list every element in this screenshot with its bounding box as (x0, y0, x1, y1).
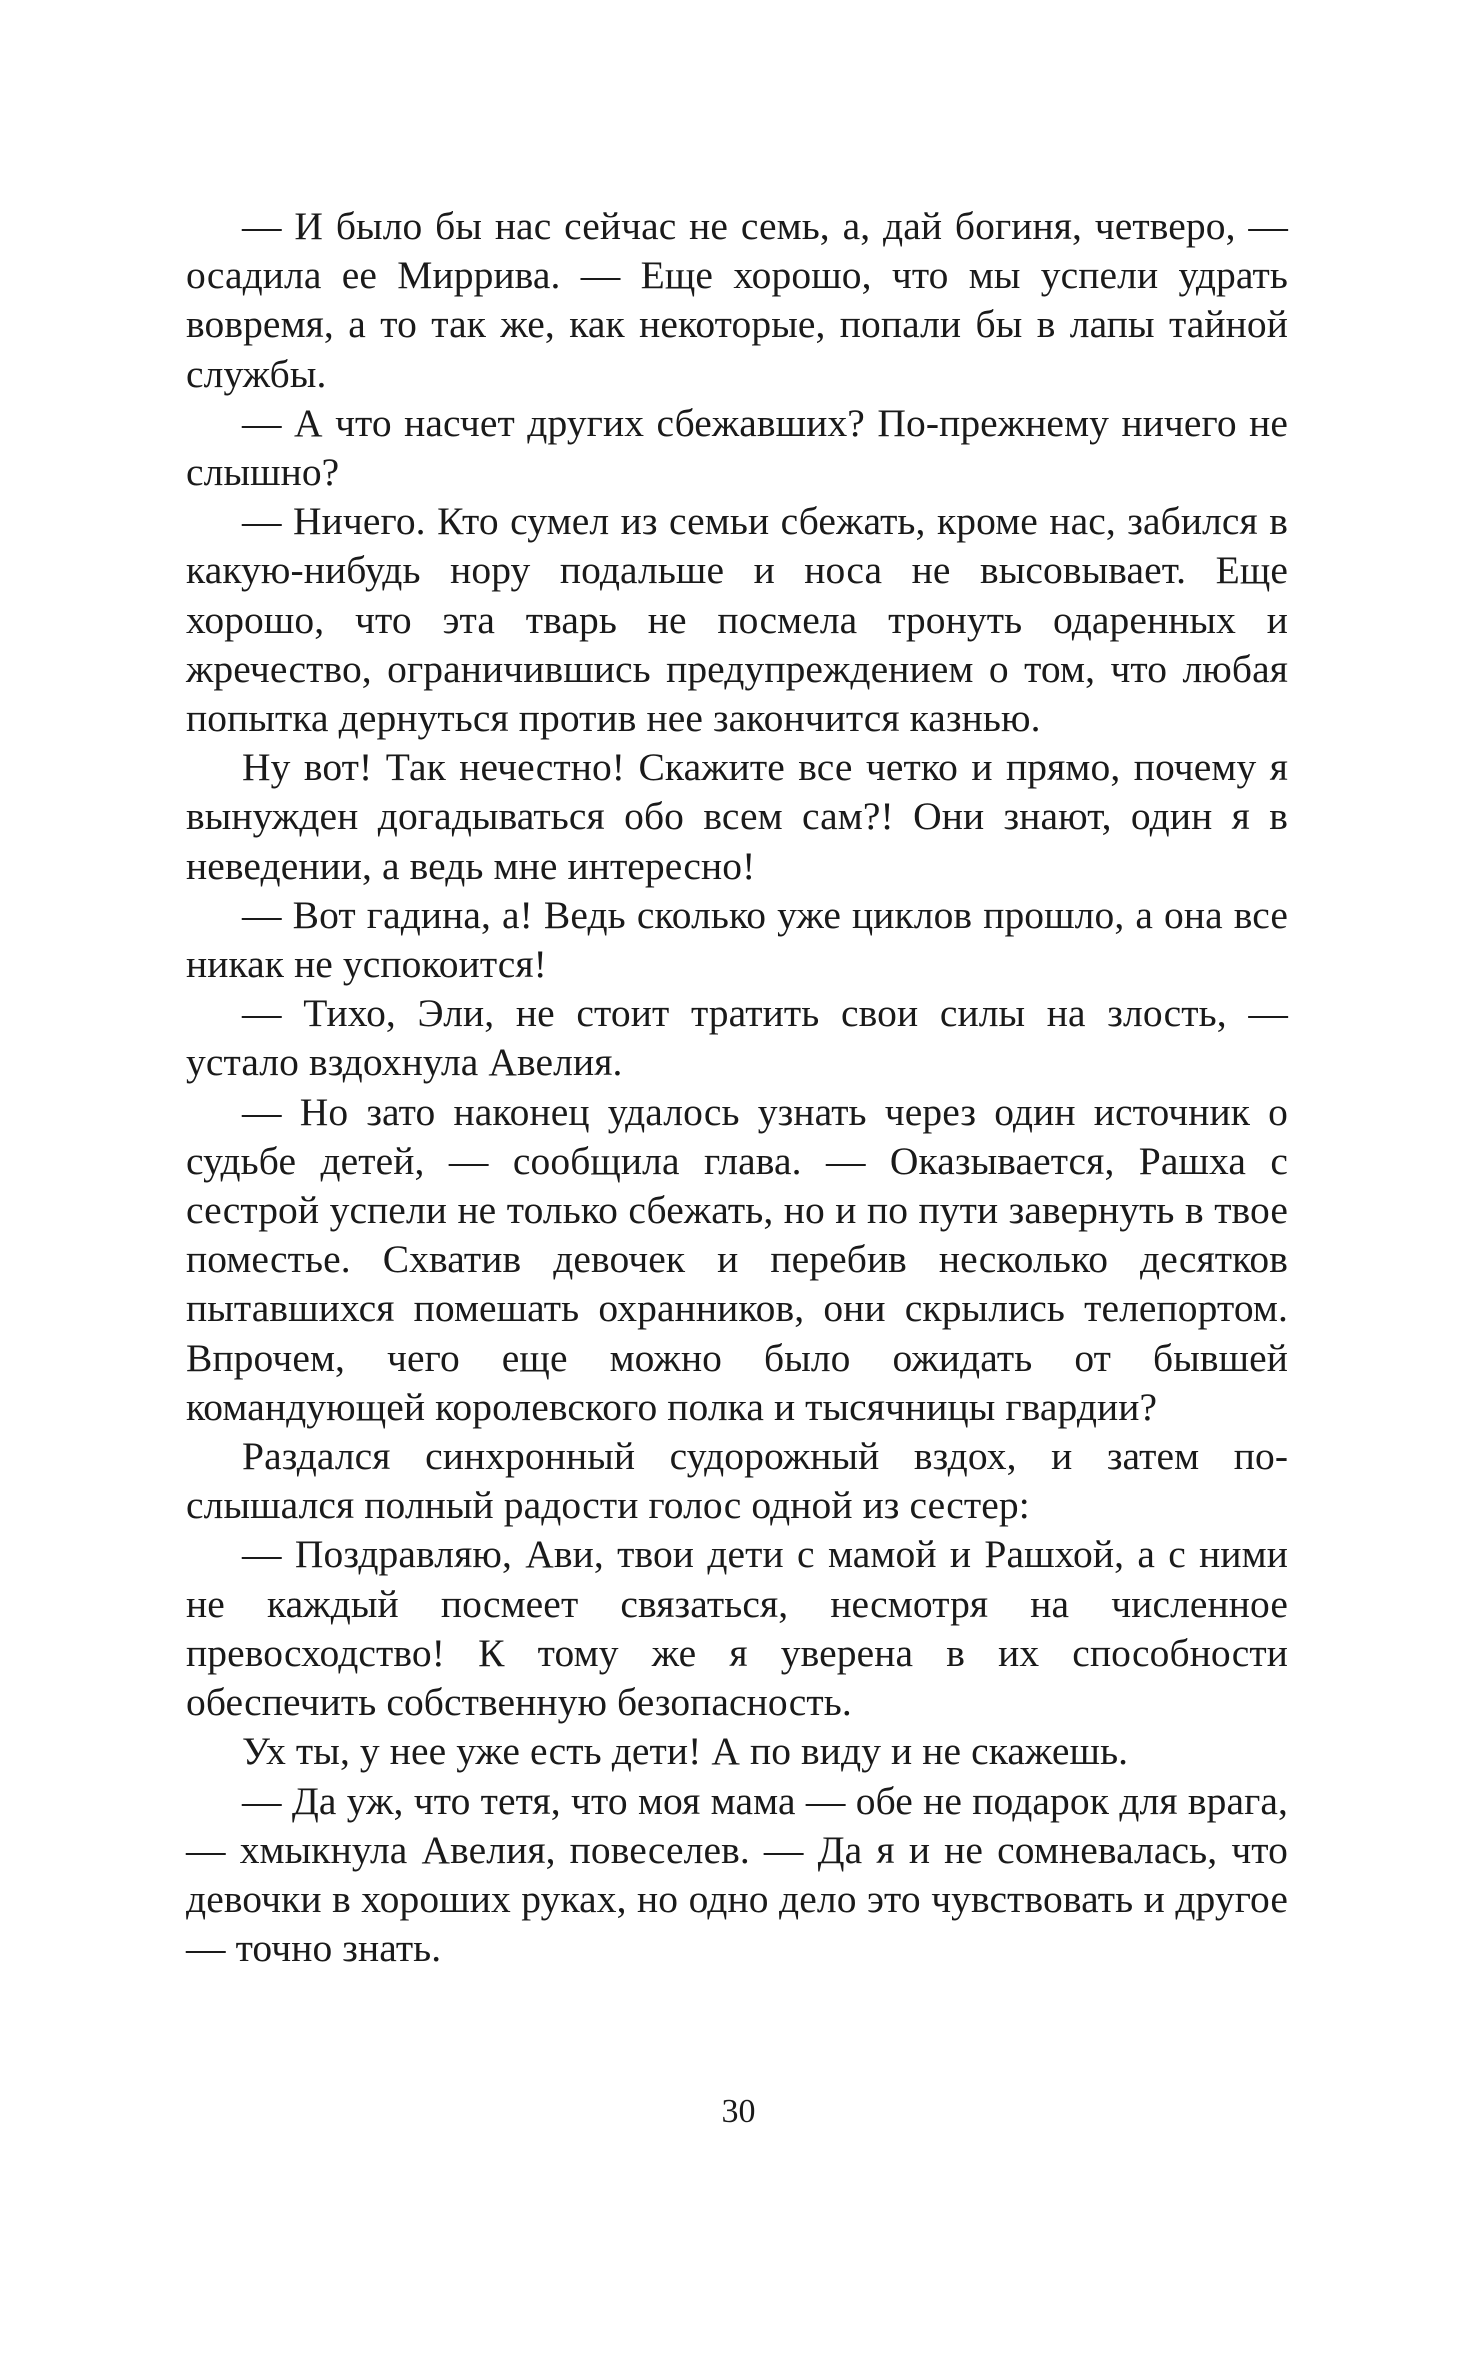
paragraph: — Поздравляю, Ави, твои дети с мамой и Рашхой, а с ними не каждый посмеет связаться, несмотря на численное превосходство! К тому же я уверена в их способности обеспечить собственную безопасность. (186, 1532, 1288, 1725)
paragraph: — Да уж, что тетя, что моя мама — обе не подарок для врага, — хмыкнула Авелия, повеселев. — Да я и не сомневалась, что девочки в хороших руках, но одно дело это чувствовать и другое — точно знать. (186, 1778, 1288, 1971)
paragraph: Раздался синхронный судорожный вздох, и затем послышался полный радости голос одной из сестер: (186, 1434, 1288, 1528)
paragraph: — Но зато наконец удалось узнать через один источник о судьбе детей, — сообщила глава. — Оказывается, Рашха с сестрой успели не только сбежать, но и по пути завернуть в твое поместье. Схватив девочек и перебив несколько десятков пытавшихся помешать охранников, они скрылись телепортом. Впрочем, чего еще можно было ожидать от бывшей командующей королевского полка и тысячницы гвардии? (186, 1089, 1288, 1429)
paragraph: — Тихо, Эли, не стоит тратить свои силы на злость, — устало вздохнула Авелия. (186, 991, 1288, 1085)
paragraph: — А что насчет других сбежавших? По-прежнему ничего не слышно? (186, 400, 1288, 495)
paragraph: — Вот гадина, а! Ведь сколько уже циклов прошло, а она все никак не успокоится! (186, 892, 1288, 987)
book-page-text (186, 202, 1288, 1973)
page-number: 30 (721, 2093, 756, 2130)
paragraph: — Ничего. Кто сумел из семьи сбежать, кроме нас, забился в какую-нибудь нору подальше и носа не высовывает. Еще хорошо, что эта тварь не посмела тронуть одаренных и жречество, ограничившись предупреждением о том, что любая попытка дернуться против нее закончится казнью. (186, 499, 1288, 741)
paragraph: Ух ты, у нее уже есть дети! А по виду и не скажешь. (242, 1729, 1129, 1774)
paragraph: Ну вот! Так нечестно! Скажите все четко и прямо, почему я вынужден догадываться обо всем сам?! Они знают, один я в неведении, а ведь мне интересно! (186, 745, 1288, 888)
paragraph: — И было бы нас сейчас не семь, а, дай богиня, четверо, — осадила ее Миррива. — Еще хорошо, что мы успели удрать вовремя, а то так же, как некоторые, попали бы в лапы тайной службы. (186, 204, 1288, 396)
